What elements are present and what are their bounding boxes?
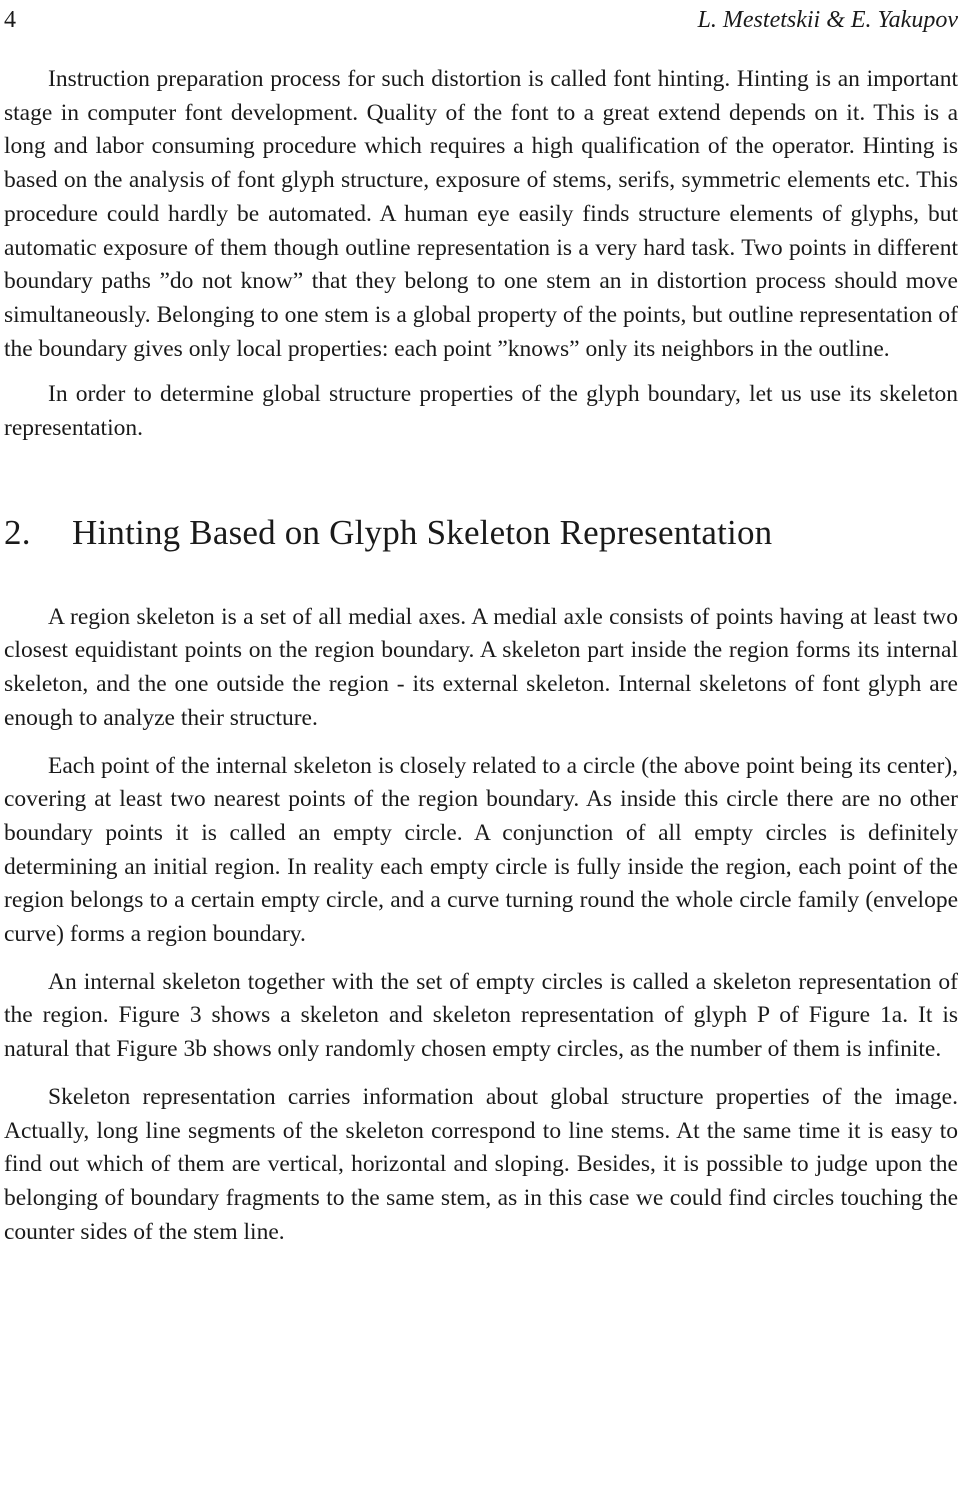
paragraph-empty-circles: Each point of the internal skeleton is closely related to a circle (the above point being its center), covering at least two nearest points of the region boundary. As inside this circle there are no other boundary points it is called an empty circle. A conjunction of all empty circles is definitely determining an initial region. In reality each empty circle is fully inside the region, each point of the region belongs to a certain empty circle, and a curve turning round the whole circle family (envelope curve) forms a region boundary. [4, 752, 958, 948]
paper-page [4, 0, 958, 1249]
paragraph-global-structure: Skeleton representation carries information about global structure properties of the image. Actually, long line segments of the skeleton correspond to line stems. At the same time it is easy to find out which of them are vertical, horizontal and sloping. Besides, it is possible to judge upon the belonging of boundary fragments to the same stem, as in this case we could find circles touching the counter sides of the stem line. [4, 1083, 958, 1245]
paragraph-skeleton-representation: An internal skeleton together with the set of empty circles is called a skeleton representation of the region. Figure 3 shows a skeleton and skeleton representation of glyph P of Figure 1a. It is natural that Figure 3b shows only randomly chosen empty circles, as the number of them is infinite. [4, 968, 958, 1063]
running-head [4, 0, 958, 36]
page-number: 4 [4, 7, 16, 33]
section-heading [4, 509, 958, 557]
paragraph-region-skeleton: A region skeleton is a set of all medial axes. A medial axle consists of points having at least two closest equidistant points on the region boundary. A skeleton part inside the region forms its internal skeleton, and the one outside the region - its external skeleton. Internal skeletons of font glyph are enough to analyze their structure. [4, 603, 958, 731]
running-head-authors: L. Mestetskii & E. Yakupov [697, 7, 958, 33]
paragraph-skeleton-intro: In order to determine global structure properties of the glyph boundary, let us use its skeleton representation. [4, 381, 958, 442]
section-number: 2. [4, 512, 31, 552]
paragraph-font-hinting: Instruction preparation process for such distortion is called font hinting. Hinting is an important stage in computer font development. Quality of the font to a great extend depends on it. This is a long and labor consuming procedure which requires a high qualification of the operator. Hinting is based on the analysis of font glyph structure, exposure of stems, serifs, symmetric elements etc. This procedure could hardly be automated. A human eye easily finds structure elements of glyphs, but automatic exposure of them though outline representation is a very hard task. Two points in different boundary paths ”do not know” that they belong to one stem an in distortion process should move simultaneously. Belonging to one stem is a global property of the points, but outline representation of the boundary gives only local properties: each point ”knows” only its neighbors in the outline. [4, 66, 958, 362]
section-title: Hinting Based on Glyph Skeleton Representation [72, 512, 773, 552]
